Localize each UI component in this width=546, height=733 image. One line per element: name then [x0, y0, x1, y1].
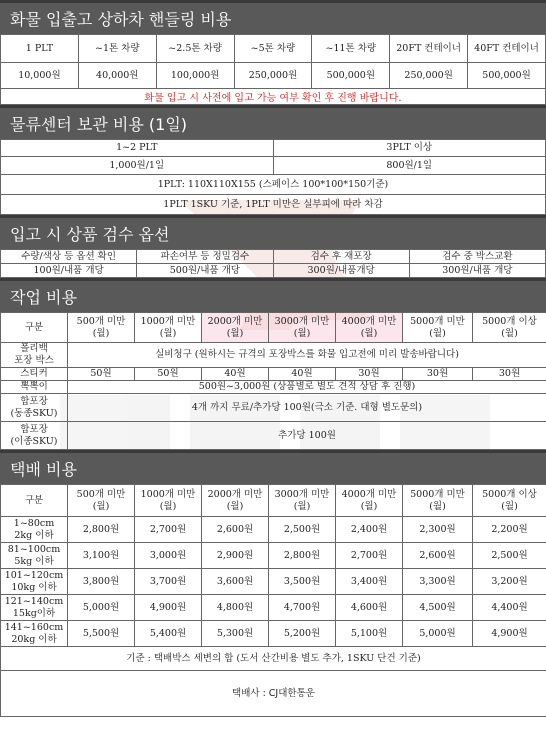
header-cell: 파손여부 등 정밀검수 — [137, 250, 273, 264]
value-cell: 500,000원 — [468, 63, 546, 89]
header-cell: ~11톤 차량 — [312, 35, 390, 63]
table-header-row — [1, 250, 546, 264]
table-row — [1, 569, 546, 595]
row-label: 합포장 (동종SKU) — [1, 394, 68, 422]
tier-header: 5000개 미만 (월) — [403, 313, 473, 343]
value-cell: 30원 — [336, 368, 403, 381]
table-row — [1, 157, 546, 175]
value-cell: 5,200원 — [269, 621, 336, 647]
note-cell: 기준 : 택배박스 세변의 합 (도서 산간비용 별도 추가, 1SKU 단건 기준) — [1, 647, 546, 671]
table-row — [1, 621, 546, 647]
value-cell: 2,700원 — [336, 543, 403, 569]
header-cell: 수량/색상 등 옵션 확인 — [1, 250, 137, 264]
value-cell: 5,300원 — [202, 621, 269, 647]
value-cell: 2,600원 — [202, 517, 269, 543]
value-cell: 3,600원 — [202, 569, 269, 595]
value-cell: 4,400원 — [473, 595, 546, 621]
row-label: 뽁뽁이 — [1, 381, 68, 394]
tier-header: 1000개 미만 (월) — [135, 485, 202, 517]
value-cell: 50원 — [68, 368, 135, 381]
table-row — [1, 195, 546, 215]
tier-header: 4000개 미만 (월) — [336, 313, 403, 343]
value-cell: 3,300원 — [403, 569, 473, 595]
row-label: 101~120cm 10kg 이하 — [1, 569, 68, 595]
row-label: 폴리백 포장 박스 — [1, 343, 68, 368]
section-work-title — [0, 278, 546, 312]
row-label: 합포장 (이종SKU) — [1, 422, 68, 450]
value-cell: 4,600원 — [336, 595, 403, 621]
merged-cell: 4개 까지 무료/추가당 100원(극소 기준. 대형 별도문의) — [68, 394, 546, 422]
table-header-row — [1, 313, 546, 343]
table-row — [1, 422, 546, 450]
table-row — [1, 543, 546, 569]
value-cell: 50원 — [135, 368, 202, 381]
value-cell: 2,200원 — [473, 517, 546, 543]
value-cell: 2,600원 — [403, 543, 473, 569]
table-row — [1, 595, 546, 621]
merged-cell: 500원~3,000원 (상품별로 별도 견적 상담 후 진행) — [68, 381, 546, 394]
tier-header: 500개 미만 (월) — [68, 313, 135, 343]
value-cell: 3,500원 — [269, 569, 336, 595]
carrier-cell: 택배사 : CJ대한통운 — [1, 671, 546, 717]
inspection-table — [0, 249, 546, 278]
value-cell: 30원 — [403, 368, 473, 381]
header-cell: ~5톤 차량 — [234, 35, 312, 63]
table-header-row — [1, 485, 546, 517]
tier-header: 2000개 미만 (월) — [202, 313, 269, 343]
header-cell: 20FT 컨테이너 — [390, 35, 468, 63]
value-cell: 2,800원 — [68, 517, 135, 543]
table-row — [1, 264, 546, 278]
note-cell: 1PLT: 110X110X155 (스페이스 100*100*150기준) — [1, 175, 546, 195]
value-cell: 5,100원 — [336, 621, 403, 647]
header-cell: ~2.5톤 차량 — [156, 35, 234, 63]
value-cell: 40,000원 — [78, 63, 156, 89]
value-cell: 250,000원 — [390, 63, 468, 89]
value-cell: 800원/1일 — [273, 157, 546, 175]
section-storage-title — [0, 105, 546, 139]
value-cell: 40원 — [202, 368, 269, 381]
value-cell: 40원 — [269, 368, 336, 381]
value-cell: 5,000원 — [68, 595, 135, 621]
value-cell: 2,800원 — [269, 543, 336, 569]
row-label: 스티커 — [1, 368, 68, 381]
table-row — [1, 381, 546, 394]
table-header-row — [1, 35, 546, 63]
header-cell: 구분 — [1, 313, 68, 343]
value-cell: 30원 — [473, 368, 546, 381]
tier-header: 5000개 미만 (월) — [403, 485, 473, 517]
note-cell: 1PLT 1SKU 기준, 1PLT 미만은 실부피에 따라 차감 — [1, 195, 546, 215]
section-title: 택배 비용 — [10, 460, 77, 479]
handling-notice — [0, 89, 546, 105]
header-cell: 1 PLT — [1, 35, 79, 63]
work-table — [0, 312, 546, 450]
section-inspection-title — [0, 215, 546, 249]
notice-text: 화물 입고 시 사전에 입고 가능 여부 확인 후 진행 바랍니다. — [144, 93, 402, 104]
handling-table — [0, 34, 546, 89]
value-cell: 100원/내품 개당 — [1, 264, 137, 278]
value-cell: 4,900원 — [473, 621, 546, 647]
value-cell: 500,000원 — [312, 63, 390, 89]
table-row — [1, 368, 546, 381]
value-cell: 3,400원 — [336, 569, 403, 595]
tier-header: 3000개 미만 (월) — [269, 485, 336, 517]
header-cell: 검수 후 재포장 — [273, 250, 409, 264]
value-cell: 3,100원 — [68, 543, 135, 569]
row-label: 81~100cm 5kg 이하 — [1, 543, 68, 569]
tier-header: 4000개 미만 (월) — [336, 485, 403, 517]
value-cell: 3,000원 — [135, 543, 202, 569]
tier-header: 500개 미만 (월) — [68, 485, 135, 517]
table-row — [1, 63, 546, 89]
value-cell: 2,900원 — [202, 543, 269, 569]
tier-header: 1000개 미만 (월) — [135, 313, 202, 343]
value-cell: 2,400원 — [336, 517, 403, 543]
value-cell: 300원/내품개당 — [273, 264, 409, 278]
table-row — [1, 647, 546, 671]
value-cell: 2,700원 — [135, 517, 202, 543]
value-cell: 5,500원 — [68, 621, 135, 647]
value-cell: 10,000원 — [1, 63, 79, 89]
table-header-row — [1, 140, 546, 157]
value-cell: 5,400원 — [135, 621, 202, 647]
header-cell: 3PLT 이상 — [273, 140, 546, 157]
value-cell: 4,500원 — [403, 595, 473, 621]
value-cell: 4,800원 — [202, 595, 269, 621]
section-title: 입고 시 상품 검수 옵션 — [10, 225, 170, 244]
merged-cell: 실비청구 (원하시는 규격의 포장박스를 화물 입고전에 미리 발송바랍니다) — [68, 343, 546, 368]
merged-cell: 추가당 100원 — [68, 422, 546, 450]
tier-header: 2000개 미만 (월) — [202, 485, 269, 517]
value-cell: 500원/내품 개당 — [137, 264, 273, 278]
header-cell: ~1톤 차량 — [78, 35, 156, 63]
row-label: 121~140cm 15kg이하 — [1, 595, 68, 621]
value-cell: 3,200원 — [473, 569, 546, 595]
value-cell: 100,000원 — [156, 63, 234, 89]
storage-table — [0, 139, 546, 215]
header-cell: 1~2 PLT — [1, 140, 274, 157]
section-title: 화물 입출고 상하차 핸들링 비용 — [10, 10, 232, 29]
value-cell: 4,900원 — [135, 595, 202, 621]
tier-header: 5000개 이상 (월) — [473, 313, 546, 343]
table-row — [1, 343, 546, 368]
table-row — [1, 394, 546, 422]
tier-header: 5000개 이상 (월) — [473, 485, 546, 517]
table-row — [1, 517, 546, 543]
value-cell: 2,500원 — [269, 517, 336, 543]
value-cell: 2,300원 — [403, 517, 473, 543]
value-cell: 4,700원 — [269, 595, 336, 621]
section-handling-title — [0, 0, 546, 34]
table-row — [1, 671, 546, 717]
value-cell: 3,800원 — [68, 569, 135, 595]
row-label: 1~80cm 2kg 이하 — [1, 517, 68, 543]
value-cell: 1,000원/1일 — [1, 157, 274, 175]
header-cell: 검수 중 박스교환 — [409, 250, 545, 264]
value-cell: 5,000원 — [403, 621, 473, 647]
row-label: 141~160cm 20kg 이하 — [1, 621, 68, 647]
value-cell: 3,700원 — [135, 569, 202, 595]
section-delivery-title — [0, 450, 546, 484]
header-cell: 구분 — [1, 485, 68, 517]
header-cell: 40FT 컨테이너 — [468, 35, 546, 63]
delivery-table — [0, 484, 546, 717]
value-cell: 300원/내품 개당 — [409, 264, 545, 278]
section-title: 작업 비용 — [10, 288, 77, 307]
value-cell: 250,000원 — [234, 63, 312, 89]
table-row — [1, 175, 546, 195]
value-cell: 2,500원 — [473, 543, 546, 569]
section-title: 물류센터 보관 비용 (1일) — [10, 115, 188, 134]
tier-header: 3000개 미만 (월) — [269, 313, 336, 343]
